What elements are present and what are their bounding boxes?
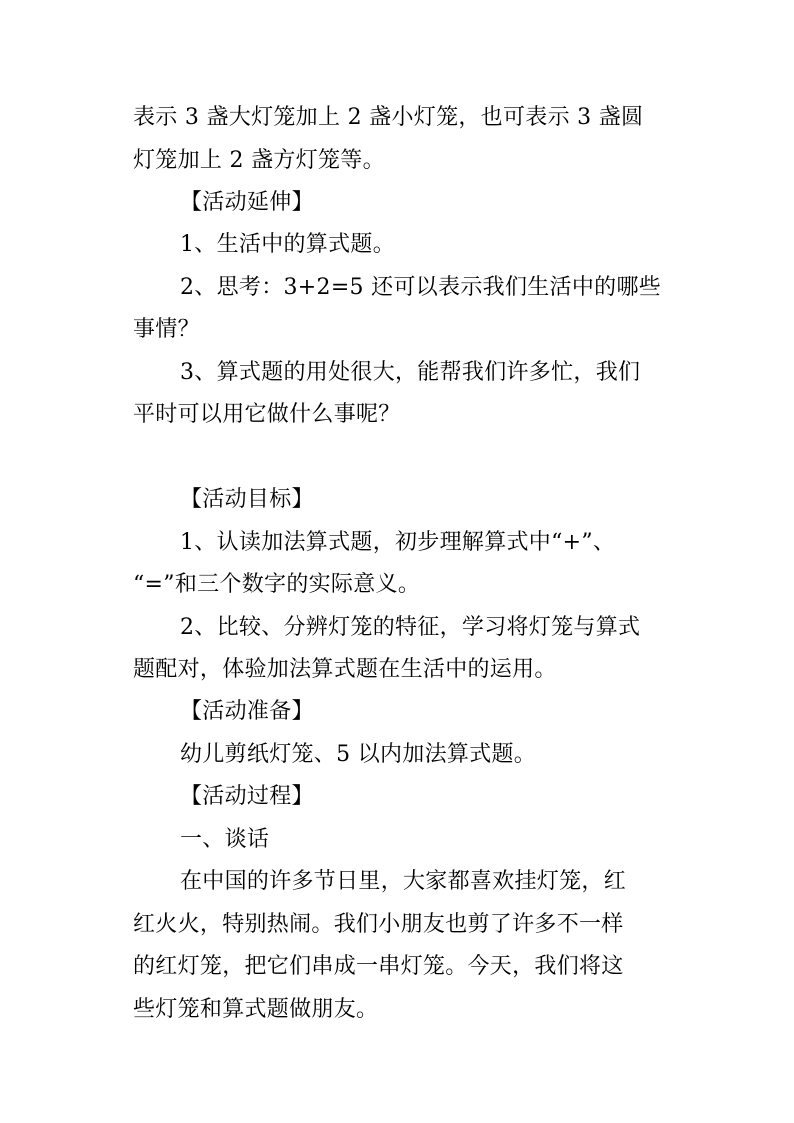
text-line-extension-2: 2、思考：3+2=5 还可以表示我们生活中的哪些 [180, 275, 662, 300]
text-line-talk-2: 红火火，特别热闹。我们小朋友也剪了许多不一样 [133, 912, 624, 937]
text-line-goal-2: 2、比较、分辨灯笼的特征，学习将灯笼与算式 [180, 615, 641, 640]
text-line-extension-3: 3、算式题的用处很大，能帮我们许多忙，我们 [180, 360, 641, 385]
text-line-extension-3b: 平时可以用它做什么事呢？ [133, 402, 401, 427]
text-line-talk-4: 些灯笼和算式题做朋友。 [133, 997, 379, 1022]
text-line-preparation: 幼儿剪纸灯笼、5 以内加法算式题。 [180, 742, 537, 767]
section-heading-preparation: 【活动准备】 [180, 699, 314, 724]
section-heading-extension: 【活动延伸】 [180, 190, 314, 215]
text-line-extension-1: 1、生活中的算式题。 [180, 232, 395, 257]
text-line-goal-1: 1、认读加法算式题，初步理解算式中“+”、 [180, 530, 616, 555]
text-line-talk-3: 的红灯笼，把它们串成一串灯笼。今天，我们将这 [133, 954, 624, 979]
text-line-talk-1: 在中国的许多节日里，大家都喜欢挂灯笼，红 [180, 869, 627, 894]
text-line-1: 表示 3 盏大灯笼加上 2 盏小灯笼，也可表示 3 盏圆 [133, 105, 644, 130]
text-line-goal-1b: “=”和三个数字的实际意义。 [133, 572, 421, 597]
section-heading-goals: 【活动目标】 [180, 487, 314, 512]
text-line-goal-2b: 题配对，体验加法算式题在生活中的运用。 [133, 657, 557, 682]
text-line-extension-2b: 事情？ [133, 317, 200, 342]
text-line-2: 灯笼加上 2 盏方灯笼等。 [133, 148, 385, 173]
section-heading-process: 【活动过程】 [180, 784, 314, 809]
subheading-talk: 一、谈话 [180, 827, 270, 852]
